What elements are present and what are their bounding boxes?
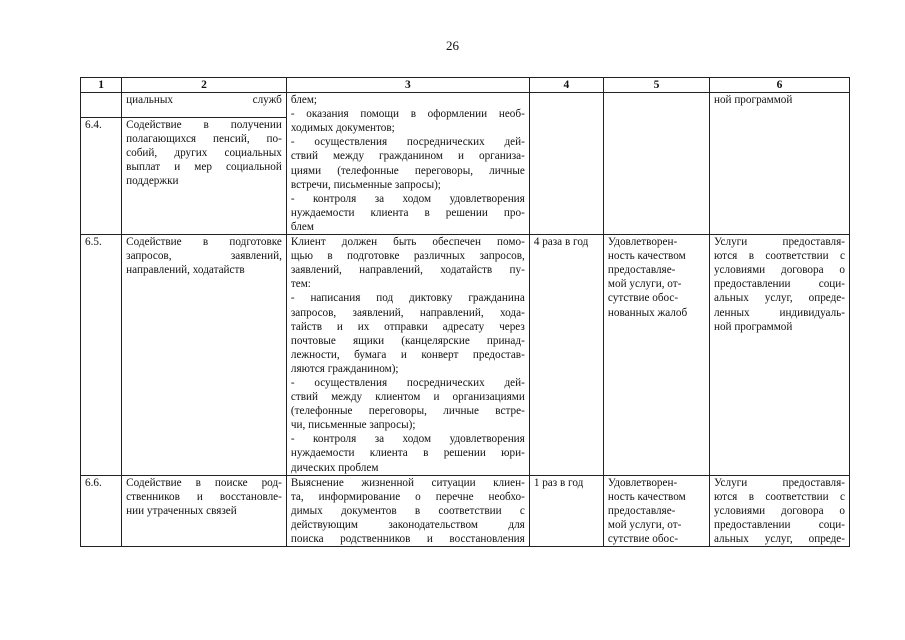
text-line: направлений, ходатайств [126,264,245,277]
text-line: ность качеством [607,250,686,263]
text-line: ленных индивидуаль- [713,306,845,319]
text-line: - написания под диктовку гражданина [290,292,525,305]
text-line: запросов, заявлений, [126,250,282,263]
text-line: предоставляе- [607,504,676,517]
text-line: Удовлетворен- [607,476,678,489]
service-content-cell [286,93,529,235]
quality-cell [603,475,709,546]
text-line: Содействие в получении [126,118,282,131]
service-name-cell [122,117,287,234]
periodicity-cell [529,235,603,476]
text-line: нии утраченных связей [126,504,237,517]
text-line: Выяснение жизненной ситуации клиен- [290,476,525,489]
text-line: ются в соответствии с [713,250,845,263]
text-line: встречи, письменные запросы); [290,178,441,191]
service-content-cell [286,235,529,476]
text-line: ходимых документов; [290,122,395,135]
text-line: альных услуг, опреде- [713,292,845,305]
text-line: предоставляе- [607,264,676,277]
row-number: 6.4. [81,117,122,234]
text-line: щью в подготовке различных запросов, [290,250,525,263]
text-line: запросов, заявлений, направлений, хода- [290,306,525,319]
text-line: нованных жалоб [607,306,688,319]
conditions-cell [709,475,849,546]
text-line: тайств и их отправки адресату через [290,320,525,333]
text-line: собий, других социальных [126,147,282,160]
text-line: предоставлении соци- [713,518,845,531]
table-row [81,475,850,546]
text-line: та, информирование о перечне необхо- [290,490,525,503]
text-line: тем: [290,278,311,291]
text-line: условиями договора о [713,504,845,517]
text-line: сутствие обос- [607,533,679,545]
text-line: ной программой [713,320,793,333]
text-line: условиями договора о [713,264,845,277]
text-line: нуждаемости клиента в решении про- [290,206,525,219]
text-line: лежности, бумага и конверт предостав- [290,348,525,361]
quality-cell [603,235,709,476]
text-line: блем [290,220,314,233]
text-line: поддержки [126,175,179,188]
text-line: циальных служб [126,94,282,107]
page-number: 26 [446,38,459,53]
service-name-cell [122,93,287,118]
column-header: 6 [709,78,849,93]
text-line: - контроля за ходом удовлетворения [290,192,525,205]
text-line: Удовлетворен- [607,236,678,249]
text-line: мой услуги, от- [607,278,682,291]
table-header-row [81,78,850,93]
text-line: почтовые ящики (канцелярские принад- [290,334,525,347]
quality-cell [603,93,709,235]
conditions-cell [709,235,849,476]
table-row [81,93,850,118]
text-line: полагающихся пенсий, по- [126,132,282,145]
text-line: нуждаемости клиента в решении юри- [290,447,525,460]
text-line: - осуществления посреднических дей- [290,136,525,149]
text-line: димых документов в соответствии с [290,504,525,517]
text-line: - осуществления посреднических дей- [290,376,525,389]
column-header: 1 [81,78,122,93]
text-line: ствий между гражданином и организа- [290,150,525,163]
text-line: ность качеством [607,490,686,503]
services-table [80,77,850,547]
text-line: ются в соответствии с [713,490,845,503]
text-line: ляются гражданином); [290,362,399,375]
text-line: ной программой [713,94,793,107]
text-line: сутствие обос- [607,292,679,305]
text-line: - контроля за ходом удовлетворения [290,433,525,446]
text-line: блем; [290,94,318,107]
row-number: 6.6. [81,475,122,546]
text-line: Содействие в подготовке [126,236,282,249]
text-line: выплат и мер социальной [126,161,282,174]
service-name-cell [122,235,287,476]
text-line: (телефонные переговоры, личные встре- [290,405,525,418]
text-line: дических проблем [290,461,379,474]
text-line: 4 раза в год [533,236,589,249]
text-line: Клиент должен быть обеспечен помо- [290,236,525,249]
table-row [81,235,850,476]
text-line: ственников и восстановле- [126,490,282,503]
row-number [81,93,122,118]
service-name-cell [122,475,287,546]
text-line: - оказания помощи в оформлении необ- [290,108,525,121]
periodicity-cell [529,93,603,235]
periodicity-cell [529,475,603,546]
column-header: 3 [286,78,529,93]
text-line: 1 раз в год [533,476,584,489]
column-header: 4 [529,78,603,93]
text-line: мой услуги, от- [607,518,682,531]
text-line: ствий между клиентом и организациями [290,391,525,404]
text-line: Содействие в поиске род- [126,476,282,489]
text-line: предоставлении соци- [713,278,845,291]
text-line: чи, письменные запросы); [290,419,416,432]
row-number: 6.5. [81,235,122,476]
column-header: 5 [603,78,709,93]
service-content-cell [286,475,529,546]
text-line: циями (телефонные переговоры, личные [290,164,525,177]
text-line: Услуги предоставля- [713,476,845,489]
text-line: заявлений, направлений, ходатайств пу- [290,264,525,277]
text-line: альных услуг, опреде- [713,533,845,545]
text-line: Услуги предоставля- [713,236,845,249]
conditions-cell [709,93,849,235]
text-line: действующим законодательством для [290,518,525,531]
column-header: 2 [122,78,287,93]
text-line: поиска родственников и восстановления [290,533,525,545]
